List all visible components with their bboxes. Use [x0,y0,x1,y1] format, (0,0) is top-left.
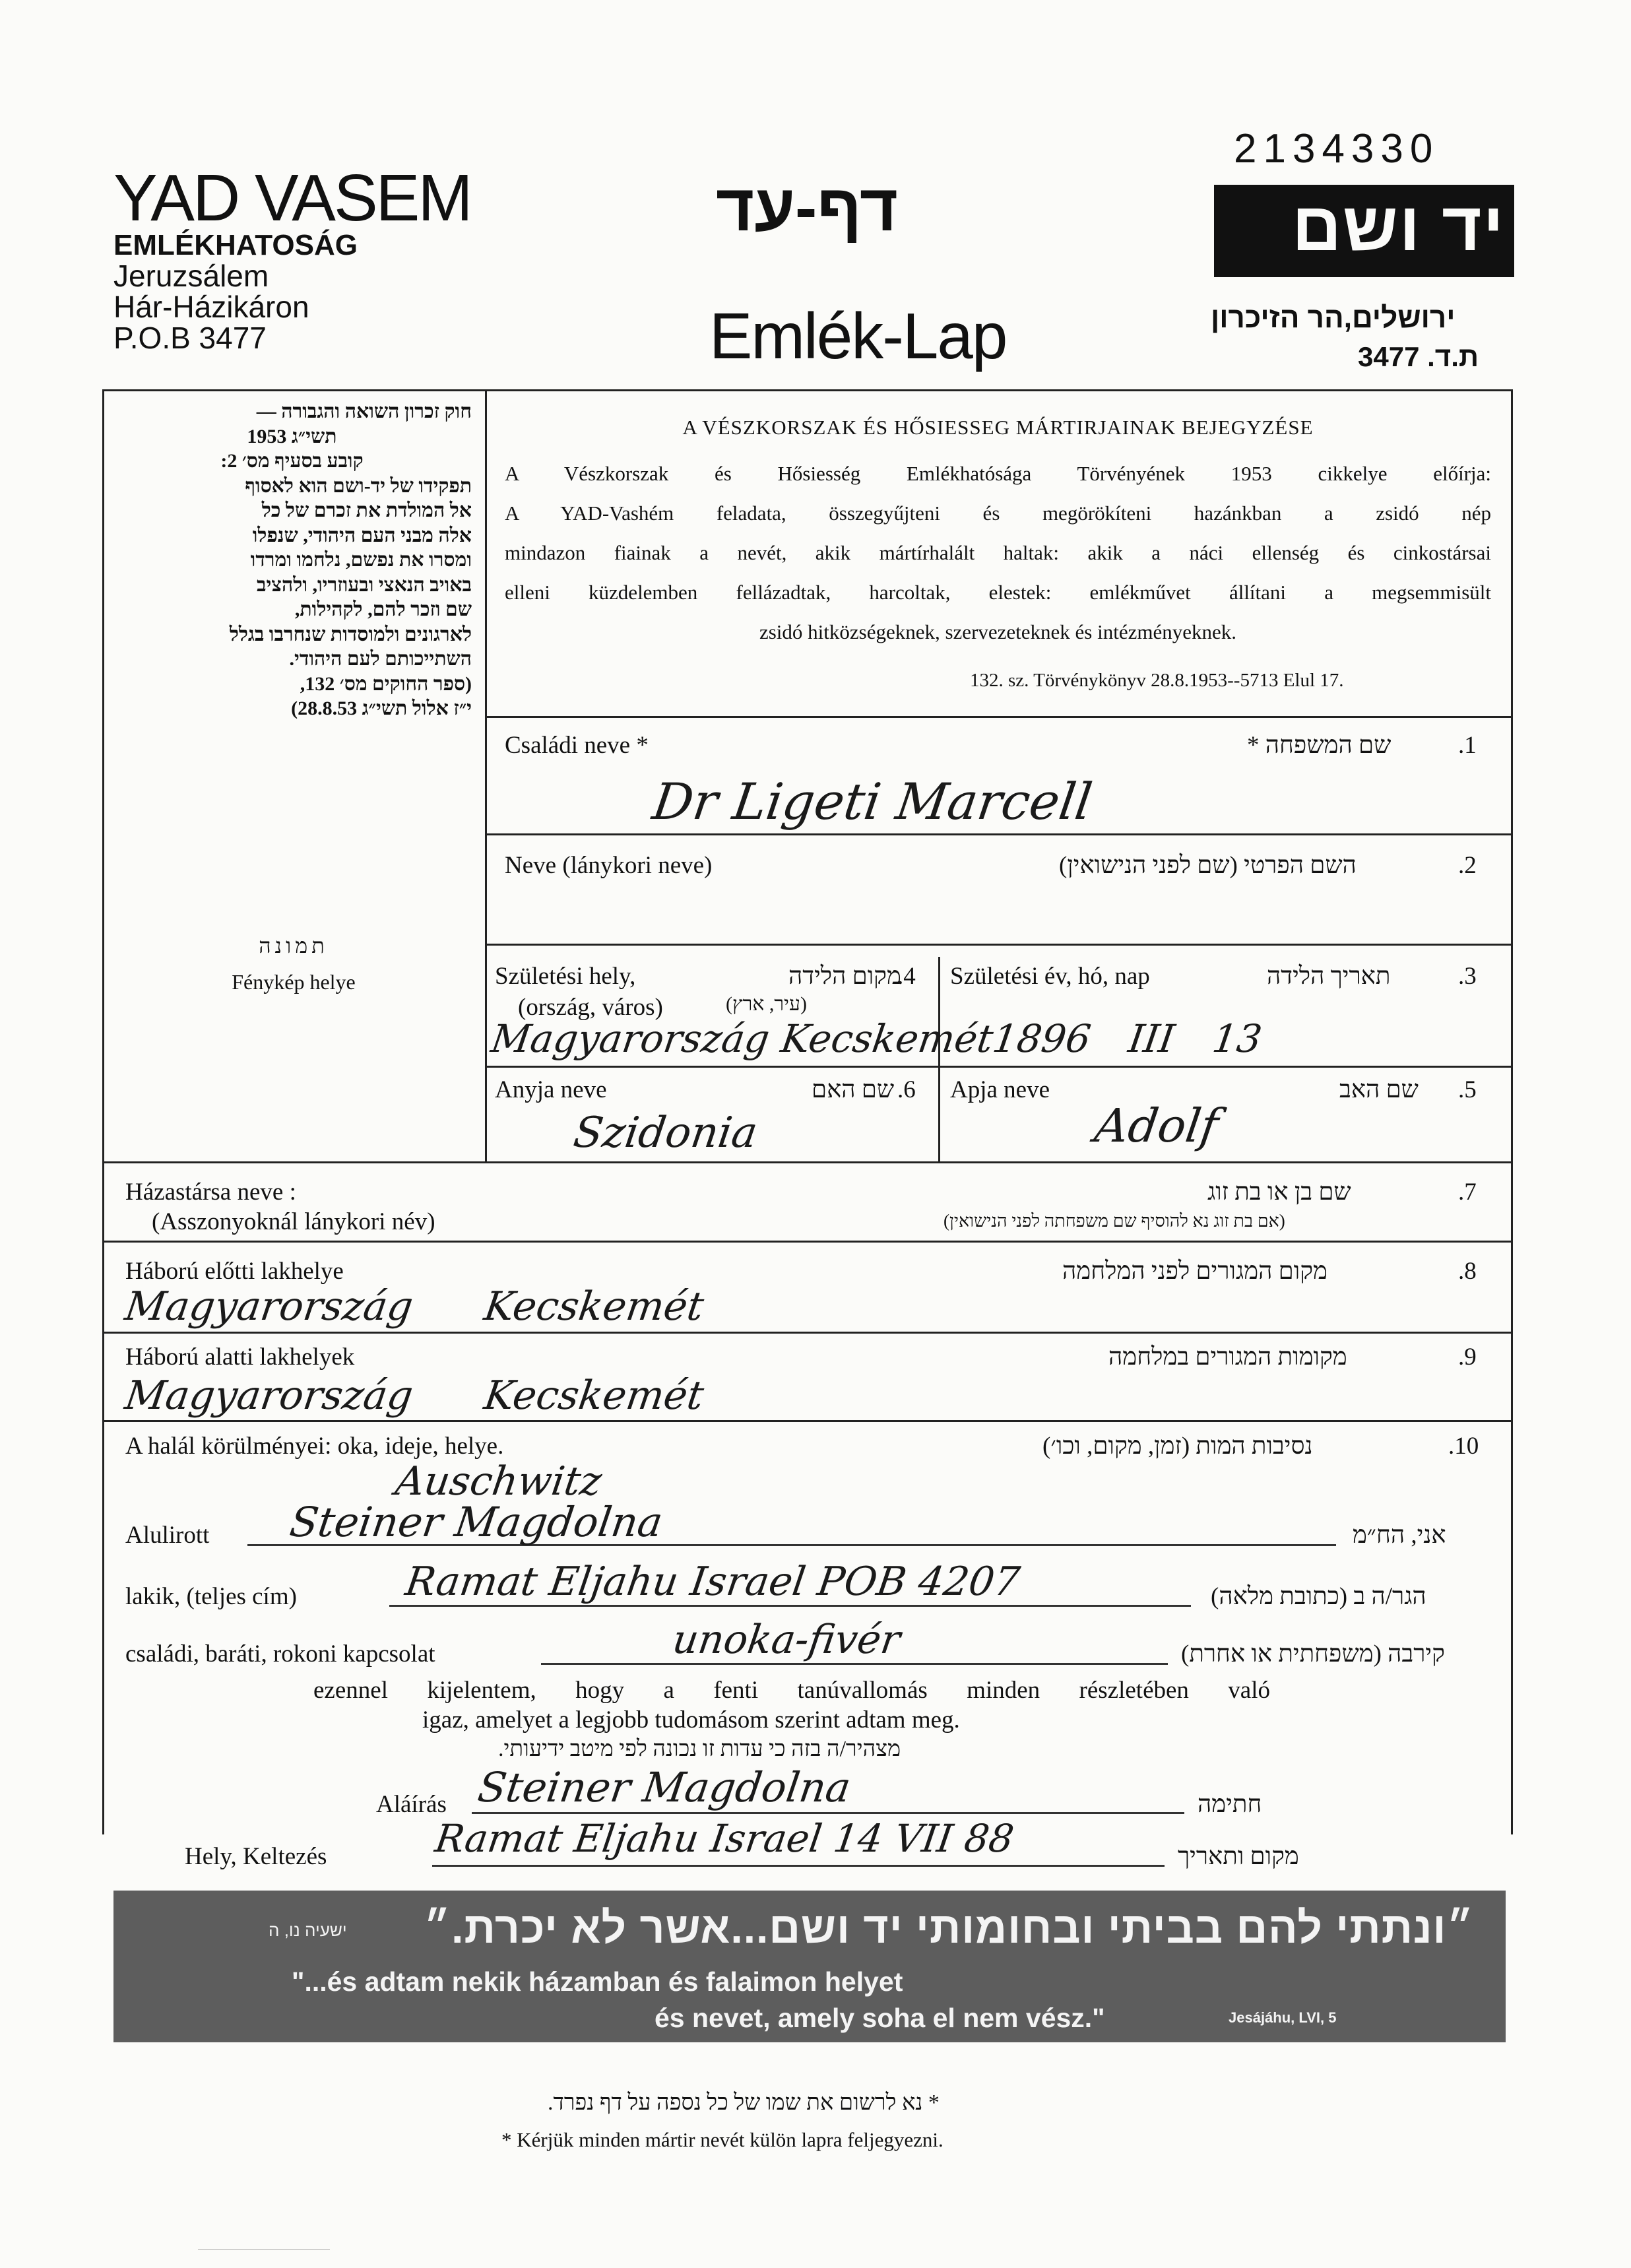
field-number-1: .1 [1458,732,1477,759]
spouse-name-sublabel-hebrew: (אם בת זוג נא להוסיף שם משפחתה לפני הנישואין) [943,1211,1285,1231]
family-name-label: Családi neve * [505,732,649,759]
signature-label: Aláírás [376,1791,447,1818]
wartime-residence-value[interactable]: Magyarország Kecskemét [122,1373,707,1419]
prewar-residence-label: Háború előtti lakhelye [125,1258,344,1285]
first-name-label-hebrew: השם הפרטי (שם לפני הנישואין) [1059,852,1357,879]
prewar-residence-label-hebrew: מקום המגורים לפני המלחמה [1062,1258,1327,1285]
place-date-label: Hely, Keltezés [185,1843,327,1870]
field-number-4: .4 [897,963,916,990]
banner-quote-hebrew: ״ונתתי להם בביתי ובחומותי יד ושם...אשר לא יכרת.״ [424,1903,1475,1952]
footer-note-hebrew: * נא לרשום את שמו של כל נספה על דף נפרד. [548,2090,940,2115]
place-date-value[interactable]: Ramat Eljahu Israel 14 VII 88 [432,1816,1017,1861]
declaration-line-1: ezennel kijelentem, hogy a fenti tanúvallomás minden részletében való [313,1677,1270,1704]
declaration-line-2: igaz, amelyet a legjobb tudomásom szerint adtam meg. [422,1706,960,1733]
father-name-label-hebrew: שם האב [1339,1076,1419,1103]
banner-quote-hu-line-1: "...és adtam nekik házamban és falaimon helyet [292,1966,903,1997]
banner-quote-hu-line-2: és nevet, amely soha el nem vész." [655,2003,1105,2033]
address-line-3: P.O.B 3477 [113,321,267,355]
relation-label-hebrew: קירבה (משפחתית או אחרת) [1181,1640,1445,1668]
birth-date-label: Születési év, hó, nap [950,963,1150,990]
spouse-name-sublabel: (Asszonyoknál lánykori név) [152,1208,435,1235]
address-line-1: Jeruzsálem [113,259,269,293]
address-line-2: Hár-Házikáron [113,290,309,324]
address-value[interactable]: Ramat Eljahu Israel POB 4207 [402,1559,1023,1605]
mother-name-value[interactable]: Szidonia [570,1109,761,1157]
mother-name-label: Anyja neve [495,1076,607,1103]
spouse-name-label: Házastársa neve : [125,1179,296,1206]
address-hebrew-1: ירושלים,הר הזיכרון [1211,302,1455,334]
law-hu-reference: 132. sz. Törvénykönyv 28.8.1953--5713 Elul 17. [970,670,1344,691]
relation-value[interactable]: unoka-fivér [670,1617,903,1663]
death-circumstances-label-hebrew: נסיבות המות (זמן, מקום, וכו׳) [1042,1433,1313,1460]
birthplace-value[interactable]: Magyarország Kecskemét [488,1016,996,1061]
address-label: lakik, (teljes cím) [125,1583,297,1610]
birthplace-label-hebrew: מקום הלידה [788,963,901,990]
yad-vashem-logo [1214,185,1514,277]
birthplace-sublabel-hebrew: (עיר, ארץ) [726,993,807,1015]
title-hebrew: דף-עד [716,171,899,245]
undersigned-value[interactable]: Steiner Magdolna [286,1498,666,1546]
death-circumstances-value[interactable]: Auschwitz [393,1458,605,1505]
birth-date-value[interactable]: 1896 III 13 [990,1016,1265,1061]
relation-label: családi, baráti, rokoni kapcsolat [125,1640,435,1668]
prewar-residence-value[interactable]: Magyarország Kecskemét [122,1283,707,1330]
field-number-9: .9 [1458,1344,1477,1371]
address-hebrew-2: ת.ד. 3477 [1358,341,1479,372]
first-name-label: Neve (lánykori neve) [505,852,713,879]
field-number-7: .7 [1458,1179,1477,1206]
field-number-10: .10 [1448,1433,1479,1460]
wartime-residence-label: Háború alatti lakhelyek [125,1344,355,1371]
law-hu-line-5: zsidó hitközségeknek, szervezeteknek és intézményeknek. [759,620,1237,643]
birthplace-sublabel: (ország, város) [518,994,663,1021]
undersigned-label-hebrew: אני, הח״מ [1353,1522,1446,1549]
law-hu-line-1: A Vészkorszak és Hősiesség Emlékhatósága Törvényének 1953 cikkelye előírja: [505,462,1491,485]
signature-value[interactable]: Steiner Magdolna [474,1763,854,1811]
father-name-label: Apja neve [950,1076,1050,1103]
family-name-value[interactable]: Dr Ligeti Marcell [649,772,1096,831]
logo-text: יד ושם [1292,189,1505,265]
org-name: YAD VASEM [113,161,471,235]
field-number-2: .2 [1458,852,1477,879]
field-number-6: .6 [897,1076,916,1103]
org-subtitle: EMLÉKHATOSÁG [113,229,358,261]
quote-banner [113,1891,1506,2042]
title-hungarian: Emlék-Lap [709,300,1007,372]
photo-label: Fénykép helye [232,970,356,994]
death-circumstances-label: A halál körülményei: oka, ideje, helye. [125,1433,504,1460]
undersigned-label: Alulirott [125,1522,210,1549]
banner-ref-hebrew: ישעיה נו, ה [269,1920,347,1940]
law-hu-line-4: elleni küzdelemben fellázadtak, harcoltak, elestek: emlékművet állítani a megsemmisült [505,581,1491,604]
banner-ref-hu: Jesájáhu, LVI, 5 [1229,2009,1337,2026]
mother-name-label-hebrew: שם האם [812,1076,895,1103]
law-hebrew: חוק זכרון השואה והגבורה — תשי״ג 1953 קובע בסעיף מס׳ 2: תפקידו של יד-ושם הוא לאסוף אל המולדת את זכרם של כל אלה מבני העם היהודי, שנפלו ומסרו את נפשם, נלחמו ומרדו באויב הנאצי ובעוזריו, ולהציב שם וזכר להם, לקהילות, לארגונים ולמוסדות שנחרבו בגלל השתייכותם לעם היהודי. (ספר החוקים מס׳ 132, י״ז אלול תשי״ג 28.8.53) [220,401,472,719]
footer-note: * Kérjük minden mártir nevét külön lapra feljegyezni. [501,2128,943,2151]
spouse-name-label-hebrew: שם בן או בת זוג [1207,1179,1351,1206]
father-name-value[interactable]: Adolf [1091,1099,1222,1153]
form-number: 2134330 [1234,126,1440,172]
birthplace-label: Születési hely, [495,963,636,990]
address-label-hebrew: הגר/ה ב (כתובת מלאה) [1211,1583,1426,1610]
declaration-hebrew: מצהיר/ה בזה כי עדות זו נכונה לפי מיטב ידיעותי. [498,1737,901,1761]
signature-label-hebrew: חתימה [1198,1791,1262,1818]
law-hu-line-3: mindazon fiainak a nevét, akik mártírhalált haltak: akik a náci ellenség és cinkostársai [505,541,1491,564]
field-number-3: .3 [1458,963,1477,990]
law-hu-line-2: A YAD-Vashém feladata, összegyűjteni és megörökíteni hazánkban a zsidó nép [505,502,1491,525]
family-name-label-hebrew: שם המשפחה * [1247,732,1391,759]
photo-label-hebrew: תמונה [259,934,329,957]
field-number-8: .8 [1458,1258,1477,1285]
field-number-5: .5 [1458,1076,1477,1103]
wartime-residence-label-hebrew: מקומות המגורים במלחמה [1108,1344,1347,1371]
birth-date-label-hebrew: תאריך הלידה [1267,963,1391,990]
law-hu-title: A VÉSZKORSZAK ÉS HŐSIESSEG MÁRTIRJAINAK BEJEGYZÉSE [682,416,1314,439]
place-date-label-hebrew: מקום ותאריך [1178,1843,1299,1870]
